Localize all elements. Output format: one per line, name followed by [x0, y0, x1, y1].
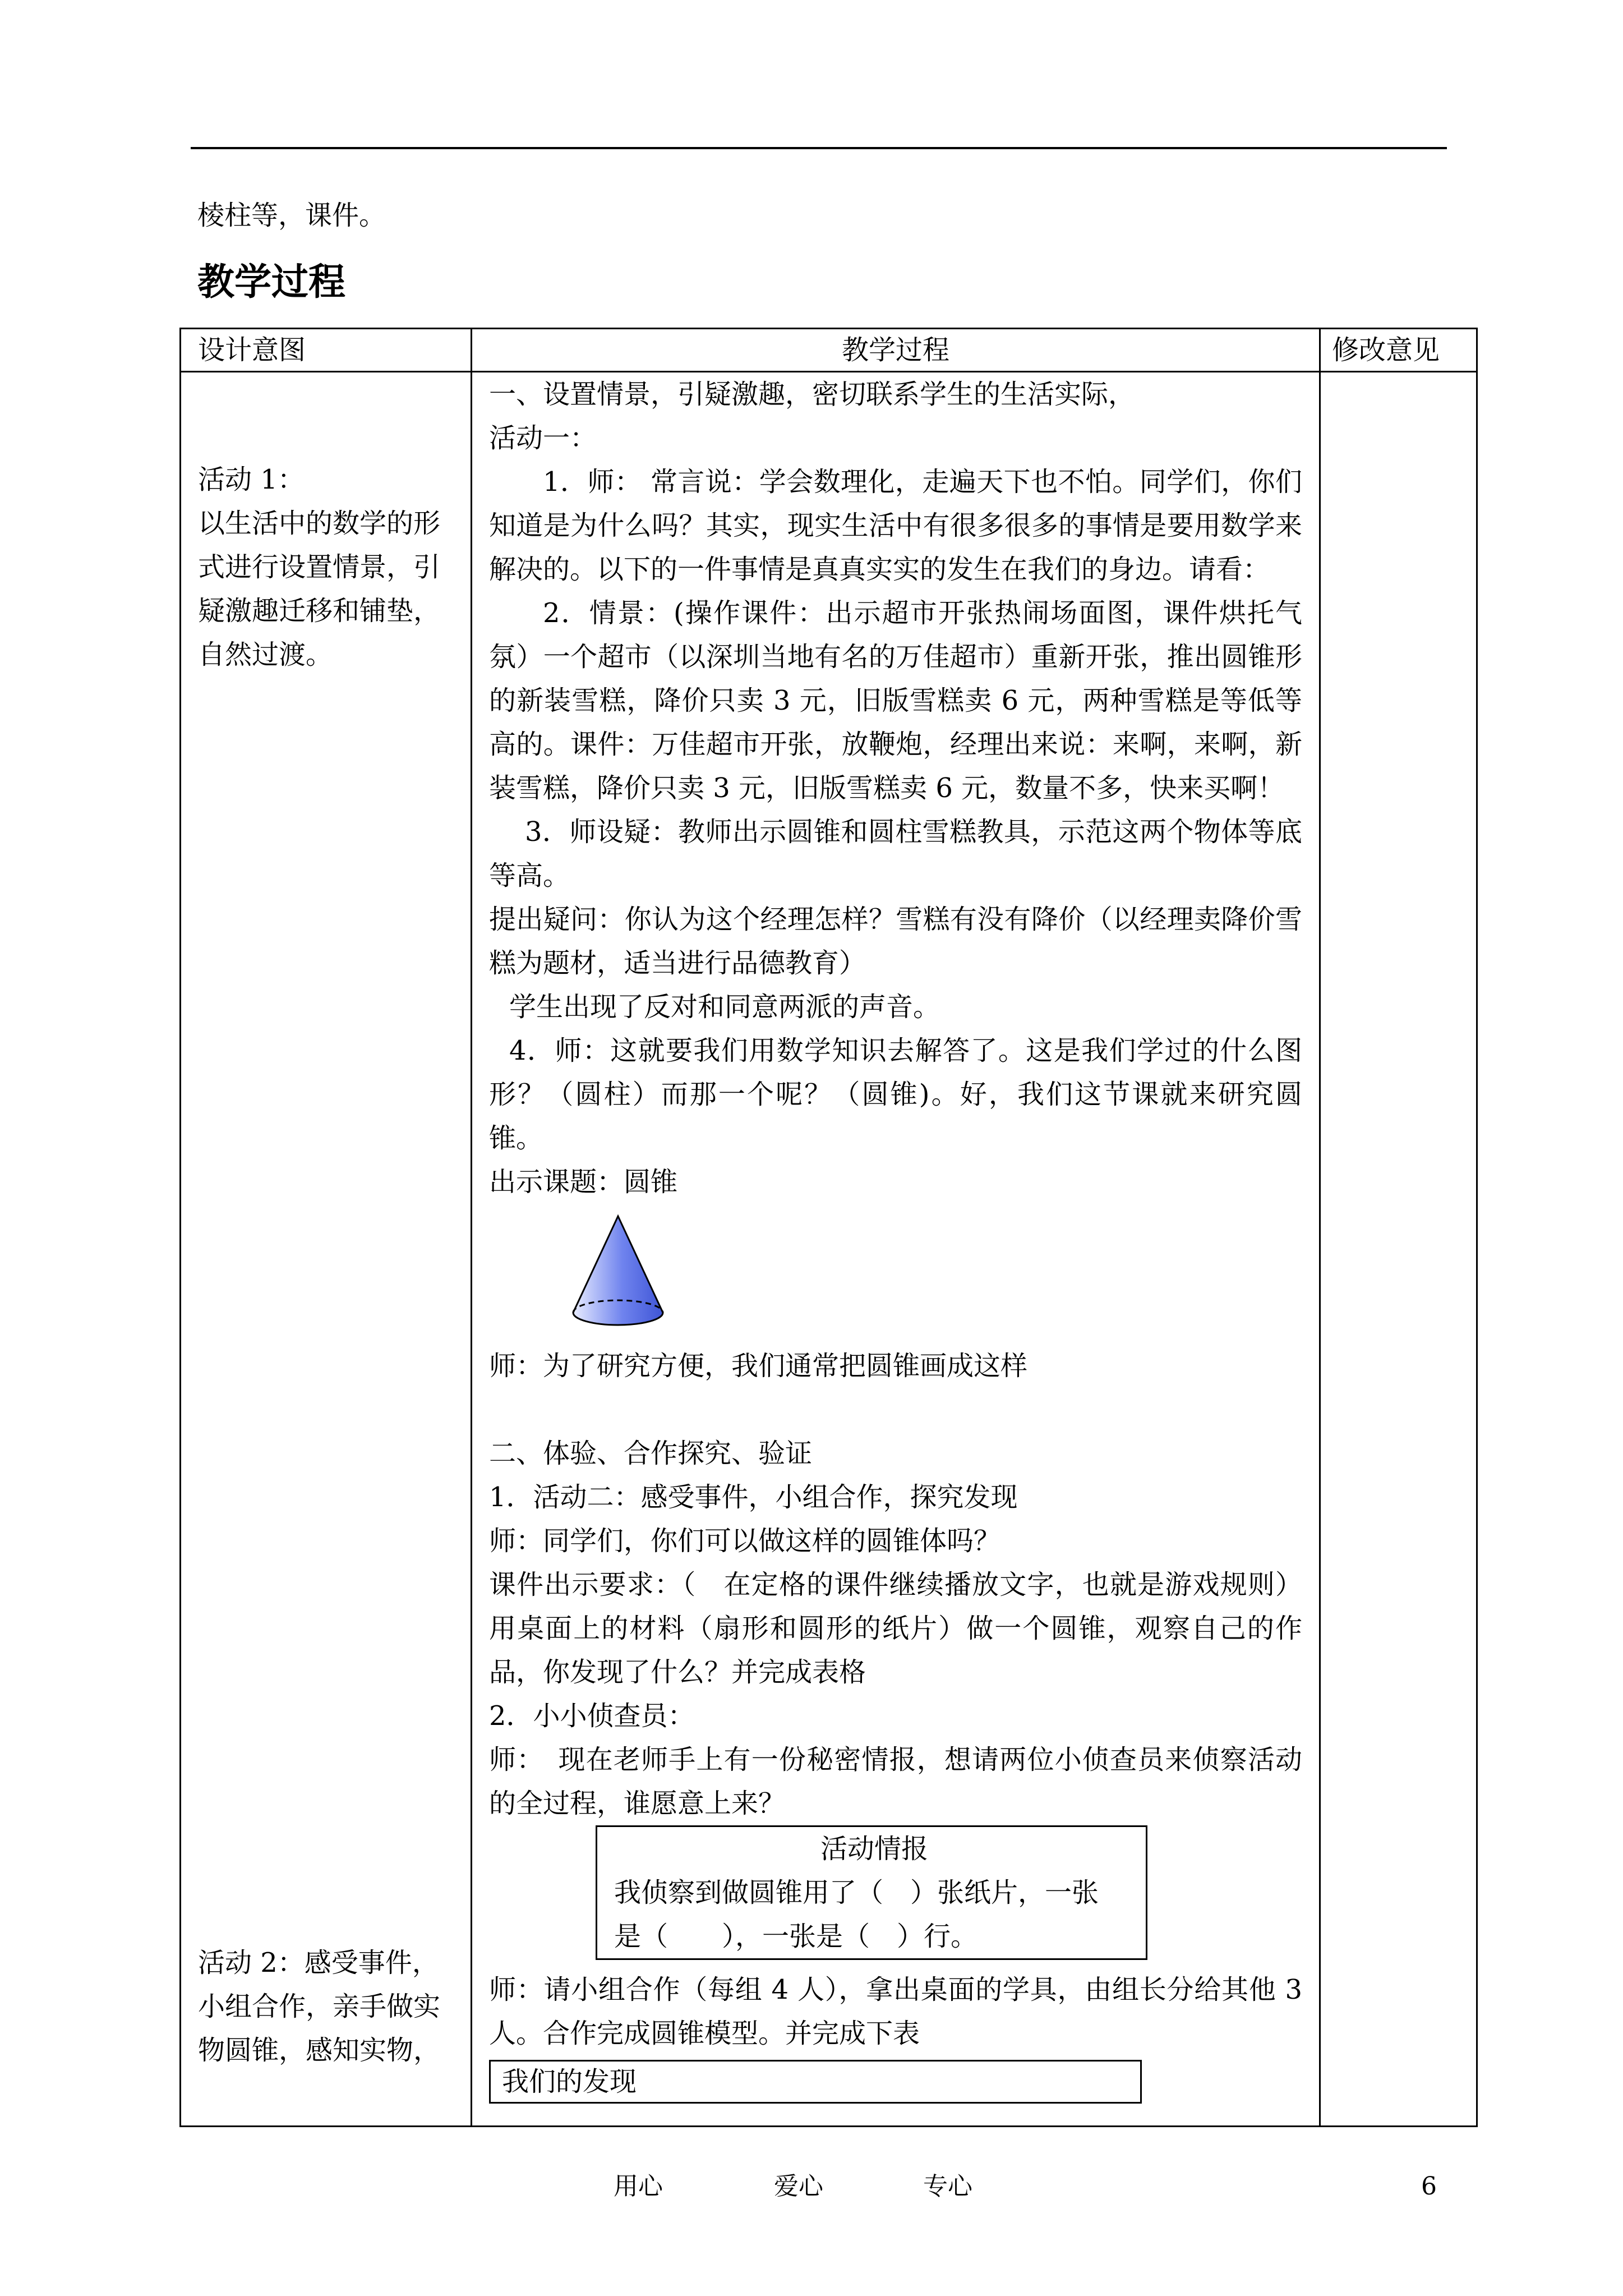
activity-report-box — [596, 1825, 1147, 1960]
section-title: 教学过程 — [197, 260, 345, 303]
process-paragraph: 学生出现了反对和同意两派的声音。 — [509, 991, 940, 1023]
table-header-row — [181, 329, 1477, 372]
process-paragraph: 师：为了研究方便，我们通常把圆锥画成这样 — [489, 1350, 1028, 1382]
table-body-row — [181, 372, 1477, 2127]
cone-diagram — [568, 1212, 668, 1335]
cone-figure — [489, 1204, 1302, 1344]
report-line: 是（ ），一张是（ ）行。 — [614, 1921, 978, 1952]
intent-line: 式进行设置情景，引 — [198, 551, 441, 583]
process-paragraph: 出示课题：圆锥 — [489, 1166, 678, 1198]
header-rule — [191, 147, 1447, 149]
process-paragraph: 师：同学们，你们可以做这样的圆锥体吗？ — [489, 1525, 1001, 1557]
header-design-intent: 设计意图 — [181, 329, 472, 372]
process-paragraph: 二、体验、合作探究、验证 — [489, 1438, 813, 1469]
intent-line: 活动 1： — [198, 464, 305, 495]
process-paragraph: 师：请小组合作（每组 4 人），拿出桌面的学具，由组长分给其他 3人。合作完成圆锥模型。并完成下表 — [489, 1974, 1302, 2049]
report-title: 活动情报 — [820, 1833, 928, 1865]
intent-line: 活动 2：感受事件， — [198, 1947, 439, 1978]
header-teaching-process: 教学过程 — [472, 329, 1320, 372]
footer-word-1: 用心 — [614, 2172, 663, 2201]
intent-line: 物圆锥，感知实物， — [198, 2035, 441, 2066]
teaching-process-cell — [472, 372, 1320, 2127]
process-paragraph: 1．师： 常言说：学会数理化，走遍天下也不怕。同学们，你们知道是为什么吗？其实，现实生活中有很多很多的事情是要用数学来解决的。以下的一件事情是真真实实的发生在我们的身边。请看： — [489, 466, 1302, 585]
process-paragraph: 师： 现在老师手上有一份秘密情报，想请两位小侦查员来侦察活动的全过程，谁愿意上来？ — [489, 1744, 1302, 1819]
design-intent-cell — [181, 372, 472, 2127]
process-paragraph: 2．情景：(操作课件：出示超市开张热闹场面图，课件烘托气氛）一个超市（以深圳当地有名的万佳超市）重新开张，推出圆锥形的新装雪糕，降价只卖 3 元，旧版雪糕卖 6 元，两种雪糕是等低等高的。课件：万佳超市开张，放鞭炮，经理出来说：来啊，来啊，新装雪糕，降价只卖 3 元，旧版雪糕卖 6 元，数量不多，快来买啊！ — [489, 597, 1302, 804]
process-content — [472, 372, 1319, 2104]
spacer — [489, 1388, 1302, 1432]
intro-line: 棱柱等，课件。 — [197, 200, 386, 231]
process-paragraph: 活动一： — [489, 422, 597, 454]
revision-notes-cell — [1320, 372, 1477, 2127]
activity1-intent — [198, 458, 445, 677]
footer-word-2: 爱心 — [774, 2172, 823, 2201]
process-paragraph: 2．小小侦查员： — [489, 1700, 695, 1732]
intent-line: 以生活中的数学的形 — [198, 508, 441, 539]
activity2-intent — [198, 1941, 445, 2072]
intent-line: 小组合作，亲手做实 — [198, 1991, 441, 2022]
process-paragraph: 4．师：这就要我们用数学知识去解答了。这是我们学过的什么图形？（圆柱）而那一个呢？（圆锥)。好，我们这节课就来研究圆锥。 — [489, 1035, 1302, 1154]
footer-word-3: 专心 — [923, 2172, 972, 2201]
intent-line: 疑激趣迁移和铺垫， — [198, 595, 441, 627]
process-paragraph: 课件出示要求：（ 在定格的课件继续播放文字，也就是游戏规则）用桌面上的材料（扇形和圆形的纸片）做一个圆锥，观察自己的作品，你发现了什么？并完成表格 — [489, 1569, 1302, 1688]
process-paragraph: 1．活动二：感受事件，小组合作，探究发现 — [489, 1481, 1018, 1513]
page-number: 6 — [1421, 2172, 1437, 2201]
intent-line: 自然过渡。 — [198, 639, 333, 670]
process-paragraph: 3．师设疑：教师出示圆锥和圆柱雪糕教具，示范这两个物体等底等高。 — [489, 816, 1302, 891]
process-paragraph: 提出疑问：你认为这个经理怎样？雪糕有没有降价（以经理卖降价雪糕为题材，适当进行品德教育） — [489, 904, 1302, 979]
process-paragraph: 一、设置情景，引疑激趣，密切联系学生的生活实际， — [489, 379, 1136, 410]
report-line: 我侦察到做圆锥用了（ ）张纸片，一张 — [614, 1877, 1099, 1908]
lesson-table — [179, 328, 1478, 2127]
header-revision-notes: 修改意见 — [1320, 329, 1477, 372]
findings-box: 我们的发现 — [489, 2060, 1142, 2104]
